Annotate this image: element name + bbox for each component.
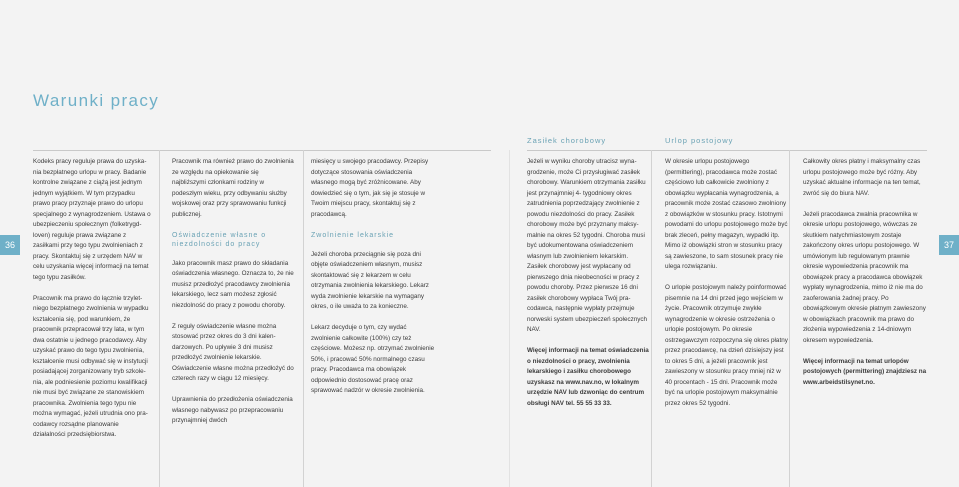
- paragraph: O urlopie postojowym należy poinformować pisemnie na 14 dni przed jego wejściem w życie. Pracownik otrzymuje zwykłe wynagrodzenie w okresie ostrzeżenia o urlopie postojowym. Po okresie ostrzegawczym rozpoczyna się okres płatny przez pracodawcę, na dzień dzisiejszy jest to okres 5 dni, a jeżeli pracownik jest zawieszony w stosunku pracy mniej niż w 40 procentach - 15 dni. Pracownik może być na urlopie postojowym maksymalnie przez okres 52 tygodni.: [665, 284, 788, 407]
- paragraph: Kodeks pracy reguluje prawa do uzyskania bezpłatnego urlopu w pracy. Badanie kontrolne związane z ciążą jest jednym jednym wyjątkiem. W tym przypadku prawo pracy przyznaje prawo do urlopu specjalnego z wynagrodzeniem. Ustawa o ubezpieczeniu społecznym (folketrygdloven) reguluje prawa związane z zasiłkami przy tego typu zwolnieniach z pracy. Skontaktuj się z urzędem NAV w celu uzyskania więcej informacji na temat tego typu zasiłków.: [33, 158, 151, 281]
- paragraph-bold: Więcej informacji na temat oświadczenia o niezdolności o pracy, zwolnienia lekarskiego i zasiłku chorobowego uzyskasz na www.nav.no, w lokalnym urzędzie NAV lub dzwoniąc do centrum obsługi NAV tel. 55 55 33 33.: [527, 347, 649, 407]
- subheading-sick-leave: Zwolnienie lekarskie: [311, 231, 395, 239]
- header-rule-left: [33, 150, 491, 151]
- paragraph: Lekarz decyduje o tym, czy wydać zwolnienie całkowite (100%) czy też częściowe. Możesz np. otrzymać zwolnienie 50%, i pracować 50% normalnego czasu pracy. Pracodawca ma obowiązek odpowiednio dostosować pracę oraz sprawować nadzór w okresie zwolnienia.: [311, 324, 435, 394]
- paragraph: Całkowity okres płatny i maksymalny czas urlopu postojowego może być różny. Aby uzyskać aktualne informacje na ten temat, zwróć się do biura NAV.: [803, 158, 921, 197]
- text-column-5: [665, 157, 788, 420]
- text-column-4: [527, 157, 649, 420]
- paragraph-bold: Więcej informacji na temat urlopów postojowych (permittering) znajdziesz na www.arbeidstilsynet.no.: [803, 357, 927, 386]
- paragraph: Uprawnienia do przedłożenia oświadczenia własnego nabywasz po przepracowaniu przynajmniej dwóch: [172, 396, 293, 424]
- spine-divider: [509, 150, 510, 487]
- paragraph: Z reguły oświadczenie własne można stosować przez okres do 3 dni kalendarzowych. Po upływie 3 dni musisz przedłożyć zwolnienie lekarskie. Oświadczenie własne można przedłożyć do czterech razy w ciągu 12 miesięcy.: [172, 322, 294, 382]
- section-header-layoff: Urlop postojowy: [665, 136, 734, 145]
- column-divider: [303, 150, 304, 487]
- text-column-2: [172, 157, 294, 437]
- paragraph: Jeżeli choroba przeciągnie się poza dni objęte oświadczeniem własnym, musisz skontaktować się z lekarzem w celu otrzymania zwolnienia lekarskiego. Lekarz wyda zwolnienie lekarskie na wymagany okres, o ile uważa to za konieczne.: [311, 250, 429, 310]
- text-column-6: [803, 157, 927, 399]
- paragraph: Jeżeli w wyniku choroby utracisz wynagrodzenie, może Ci przysługiwać zasiłek chorobowy. Warunkiem otrzymania zasiłku jest przynajmniej 4- tygodniowy okres zatrudnienia poprzedzający zwolnienie z powodu niezdolności do pracy. Zasiłek chorobowy może być przyznany maksymalnie na okres 52 tygodni. Choroba musi być udokumentowana oświadczeniem własnym lub zwolnieniem lekarskim. Zasiłek chorobowy jest wypłacany od pierwszego dnia nieobecności w pracy z powodu choroby. Przez pierwsze 16 dni zasiłek chorobowy wypłaca Twój pracodawca, następnie wypłaty przejmuje norweski system ubezpieczeń społecznych NAV.: [527, 158, 648, 333]
- page-title: Warunki pracy: [33, 91, 160, 110]
- column-divider: [789, 150, 790, 487]
- paragraph: Jeżeli pracodawca zwalnia pracownika w okresie urlopu postojowego, wówczas ze skutkiem natychmiastowym zostaje zakończony okres urlopu postojowego. W umówionym lub regulowanym prawnie okresie wypowiedzenia pracownik ma obowiązek pracy a pracodawca obowiązek wypłaty wynagrodzenia, mimo iż nie ma do zaoferowania żadnej pracy. Po obowiązkowym okresie płatnym zawieszony w obowiązkach pracownik ma prawo do złożenia wypowiedzenia z 14-dniowym okresem wypowiedzenia.: [803, 210, 926, 344]
- paragraph: Pracownik ma prawo do łącznie trzyletniego bezpłatnego zwolnienia w wypadku kształcenia się, pod warunkiem, że pracownik przepracował trzy lata, w tym dwa ostatnie u jednego pracodawcy. Aby uzyskać prawo do tego typu zwolnienia, kształcenie musi odbywać się w instytucji posiadającej zorganizowany tryb szkolenia, ale podniesienie poziomu kwalifikacji nie musi być związane ze stanowiskiem pracownika. Zwolnienia tego typu nie można wymagać, jeżeli utrudnia ono pracodawcy rozsądne planowanie działalności przedsiębiorstwa.: [33, 294, 149, 438]
- text-column-3: [311, 157, 437, 407]
- page-number-right: 37: [939, 235, 959, 255]
- paragraph: Jako pracownik masz prawo do składania oświadczenia własnego. Oznacza to, że nie musisz przedłożyć pracodawcy zwolnienia lekarskiego, lecz sam możesz zgłosić niezdolność do pracy z powodu choroby.: [172, 259, 294, 309]
- column-divider: [159, 150, 160, 487]
- paragraph: W okresie urlopu postojowego (permittering), pracodawca może zostać częściowo lub całkowicie zwolniony z obowiązku wypłacania wynagrodzenia, a pracownik może zostać czasowo zwolniony z obowiązków w stosunku pracy. Istotnymi powodami do urlopu postojowego może być brak zleceń, pełny magazyn, wypadki itp. Mimo iż obowiązki stron w stosunku pracy są zawieszone, to sam stosunek pracy nie ulega rozwiązaniu.: [665, 158, 788, 270]
- section-header-sick-allowance: Zasiłek chorobowy: [527, 136, 607, 145]
- text-column-1: [33, 157, 151, 451]
- subheading-self-certification: Oświadczenie własne o niezdolności do pracy: [172, 231, 267, 248]
- page-number-left: 36: [0, 235, 20, 255]
- paragraph: Pracownik ma również prawo do zwolnienia ze względu na opiekowanie się najbliższymi członkami rodziny w podeszłym wieku, przy odbywaniu służby wojskowej oraz przy sprawowaniu funkcji publicznej.: [172, 158, 294, 218]
- header-rule-right: [527, 150, 927, 151]
- paragraph: miesięcy u swojego pracodawcy. Przepisy dotyczące stosowania oświadczenia własnego mogą być zróżnicowane. Aby dowiedzieć się o tym, jak się je stosuje w Twoim miejscu pracy, skontaktuj się z pracodawcą.: [311, 158, 429, 218]
- column-divider: [651, 150, 652, 487]
